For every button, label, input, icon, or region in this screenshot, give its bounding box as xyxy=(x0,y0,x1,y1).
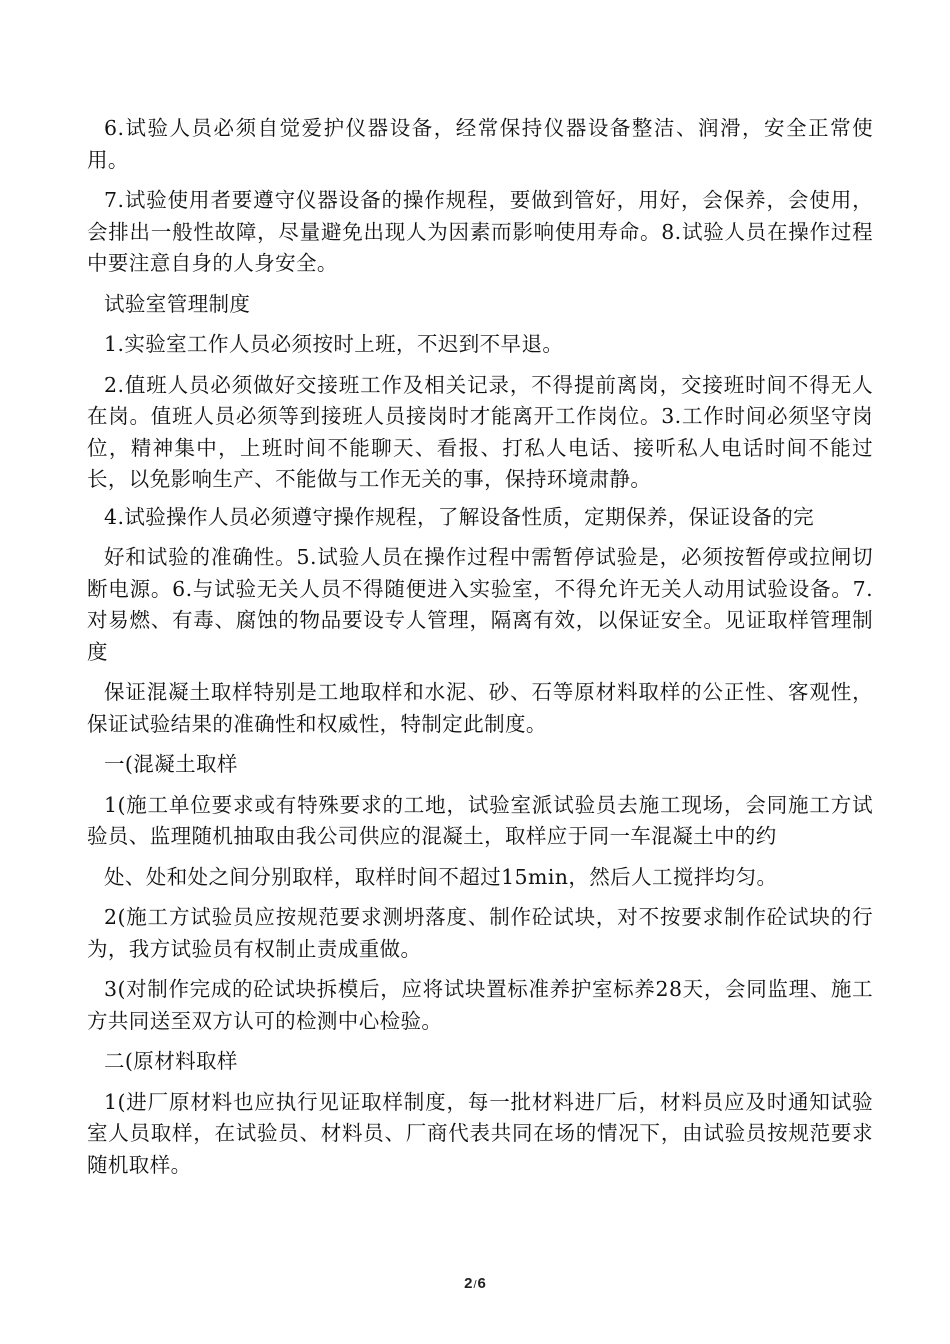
current-page-number: 2 xyxy=(464,1275,473,1292)
section-heading-concrete-sampling: 一(混凝土取样 xyxy=(104,752,238,776)
paragraph-sampling-purpose: 保证混凝土取样特别是工地取样和水泥、砂、石等原材料取样的公正性、客观性，保证试验结果的准确性和权威性，特制定此制度。 xyxy=(87,680,873,736)
paragraph-concrete-sampling-2: 2(施工方试验员应按规范要求测坍落度、制作砼试块，对不按要求制作砼试块的行为，我方试验员有权制止责成重做。 xyxy=(87,905,873,961)
document-body xyxy=(87,113,873,1190)
paragraph-operation-rules: 7.试验使用者要遵守仪器设备的操作规程，要做到管好，用好，会保养，会使用，会排出一般性故障，尽量避免出现人为因素而影响使用寿命。8.试验人员在操作过程中要注意自身的人身安全。 xyxy=(87,188,873,275)
total-page-count: 6 xyxy=(477,1275,486,1292)
page-separator: / xyxy=(473,1279,477,1291)
paragraph-shift-duty: 2.值班人员必须做好交接班工作及相关记录，不得提前离岗，交接班时间不得无人在岗。值班人员必须等到接班人员接岗时才能离开工作岗位。3.工作时间必须坚守岗位，精神集中，上班时间不能聊天、看报、打私人电话、接听私人电话时间不能过长，以免影响生产、不能做与工作无关的事，保持环境肃静。 xyxy=(87,372,873,491)
paragraph-raw-material-sampling-1: 1(进厂原材料也应执行见证取样制度，每一批材料进厂后，材料员应及时通知试验室人员取样，在试验员、材料员、厂商代表共同在场的情况下，由试验员按规范要求随机取样。 xyxy=(87,1089,873,1177)
paragraph-concrete-sampling-3: 3(对制作完成的砼试块拆模后，应将试块置标准养护室标养28天，会同监理、施工方共同送至双方认可的检测中心检验。 xyxy=(87,977,873,1033)
section-heading-raw-material-sampling: 二(原材料取样 xyxy=(104,1049,238,1073)
paragraph-equipment-maintenance: 4.试验操作人员必须遵守操作规程，了解设备性质，定期保养，保证设备的完 xyxy=(104,504,815,529)
section-heading-lab-management: 试验室管理制度 xyxy=(104,291,251,316)
paragraph-punctuality: 1.实验室工作人员必须按时上班，不迟到不早退。 xyxy=(104,332,564,356)
paragraph-concrete-sampling-1: 1(施工单位要求或有特殊要求的工地，试验室派试验员去施工现场，会同施工方试验员、监理随机抽取由我公司供应的混凝土，取样应于同一车混凝土中的约 xyxy=(87,792,873,848)
paragraph-concrete-sampling-1-cont: 处、处和处之间分别取样，取样时间不超过15min，然后人工搅拌均匀。 xyxy=(104,864,778,889)
paragraph-safety-rules: 好和试验的准确性。5.试验人员在操作过程中需暂停试验是，必须按暂停或拉闸切断电源。6.与试验无关人员不得随便进入实验室，不得允许无关人动用试验设备。7.对易燃、有毒、腐蚀的物品要设专人管理，隔离有效，以保证安全。见证取样管理制度 xyxy=(87,545,873,664)
page-number-footer xyxy=(0,1275,950,1292)
paragraph-instrument-care: 6.试验人员必须自觉爱护仪器设备，经常保持仪器设备整洁、润滑，安全正常使用。 xyxy=(87,116,873,172)
